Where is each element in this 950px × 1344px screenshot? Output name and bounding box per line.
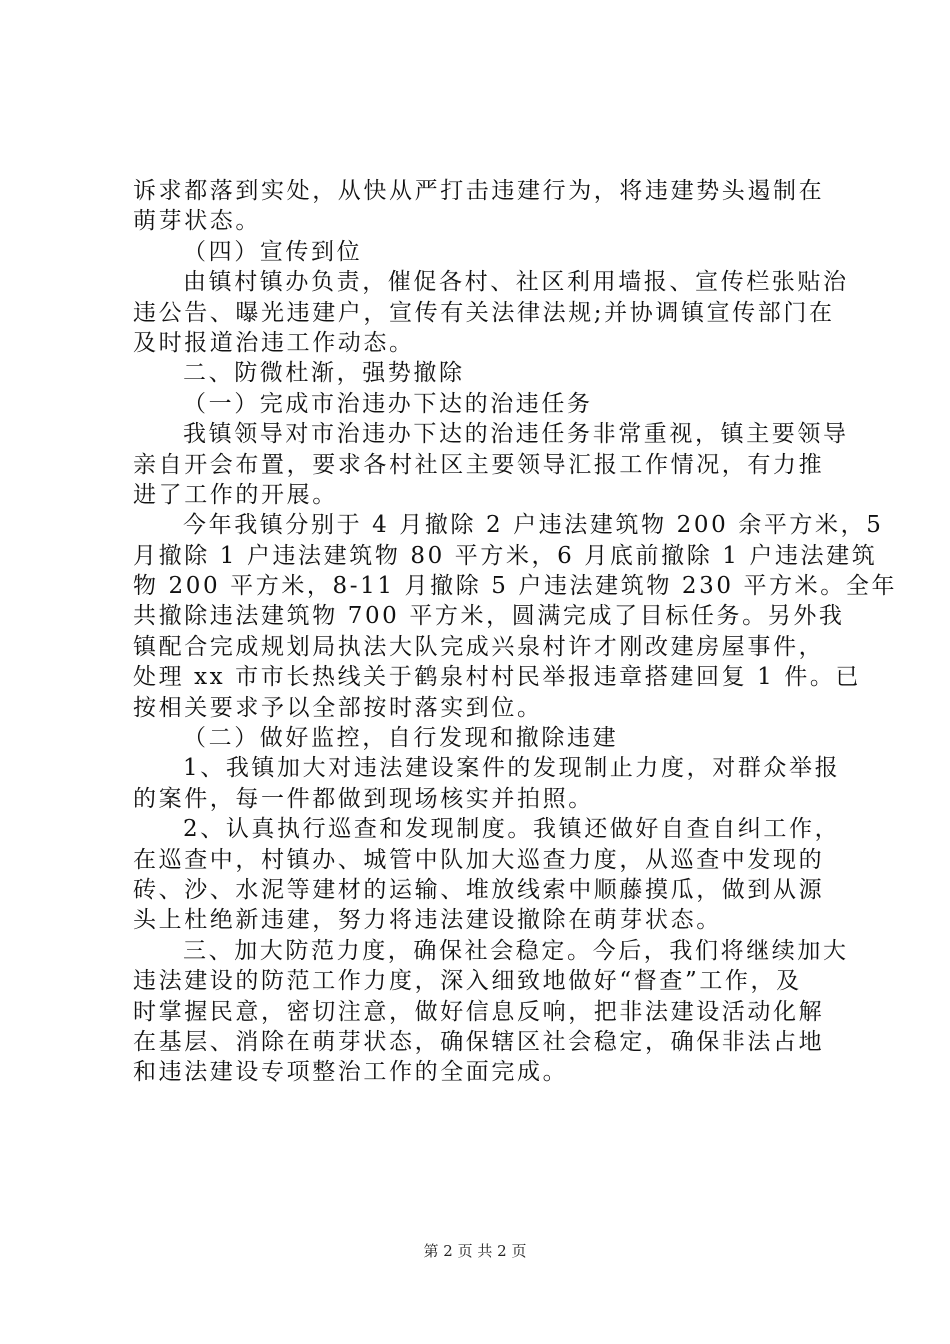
text-line: 及时报道治违工作动态。 [133, 329, 415, 356]
text-line: 处理 xx 市市长热线关于鹤泉村村民举报违章搭建回复 1 件。已 [133, 664, 862, 691]
text-line: 进了工作的开展。 [133, 481, 338, 508]
text-line: 物 200 平方米，8-11 月撤除 5 户违法建筑物 230 平方米。全年 [133, 573, 898, 600]
section-heading: （二）做好监控，自行发现和撤除违建 [183, 725, 619, 752]
text-line: 和违法建设专项整治工作的全面完成。 [133, 1059, 569, 1086]
paragraph-start: 今年我镇分别于 4 月撤除 2 户违法建筑物 200 余平方米，5 [183, 512, 884, 539]
text-line: 萌芽状态。 [133, 208, 261, 235]
text-line: 在基层、消除在萌芽状态，确保辖区社会稳定，确保非法占地 [133, 1028, 825, 1055]
paragraph-start: 我镇领导对市治违办下达的治违任务非常重视，镇主要领导 [183, 421, 849, 448]
page-number-footer: 第 2 页 共 2 页 [423, 1242, 527, 1260]
text-line: 月撤除 1 户违法建筑物 80 平方米，6 月底前撤除 1 户违法建筑 [133, 542, 878, 569]
text-line: 时掌握民意，密切注意，做好信息反响，把非法建设活动化解 [133, 998, 825, 1025]
text-line: 砖、沙、水泥等建材的运输、堆放线索中顺藤摸瓜，做到从源 [133, 876, 825, 903]
text-line: 头上杜绝新违建，努力将违法建设撤除在萌芽状态。 [133, 907, 722, 934]
text-line: 违法建设的防范工作力度，深入细致地做好“督查”工作，及 [133, 968, 802, 995]
paragraph-start: 2、认真执行巡查和发现制度。我镇还做好自查自纠工作， [183, 816, 841, 843]
paragraph-start: 由镇村镇办负责，催促各村、社区利用墙报、宣传栏张贴治 [183, 269, 849, 296]
text-line: 镇配合完成规划局执法大队完成兴泉村许才刚改建房屋事件， [133, 633, 825, 660]
text-line: 按相关要求予以全部按时落实到位。 [133, 694, 543, 721]
text-line: 违公告、曝光违建户，宣传有关法律法规;并协调镇宣传部门在 [133, 299, 835, 326]
section-heading: 二、防微杜渐，强势撤除 [183, 360, 465, 387]
text-line: 在巡查中，村镇办、城管中队加大巡查力度，从巡查中发现的 [133, 846, 825, 873]
section-heading: （一）完成市治违办下达的治违任务 [183, 390, 593, 417]
paragraph-start: 三、加大防范力度，确保社会稳定。今后，我们将继续加大 [183, 937, 849, 964]
text-line: 的案件，每一件都做到现场核实并拍照。 [133, 785, 594, 812]
text-line: 共撤除违法建筑物 700 平方米，圆满完成了目标任务。另外我 [133, 603, 845, 630]
paragraph-start: 1、我镇加大对违法建设案件的发现制止力度，对群众举报 [183, 755, 841, 782]
text-line: 亲自开会布置，要求各村社区主要领导汇报工作情况，有力推 [133, 451, 825, 478]
document-body [133, 176, 898, 1088]
section-heading: （四）宣传到位 [183, 238, 363, 265]
text-line: 诉求都落到实处，从快从严打击违建行为，将违建势头遏制在 [133, 178, 825, 204]
